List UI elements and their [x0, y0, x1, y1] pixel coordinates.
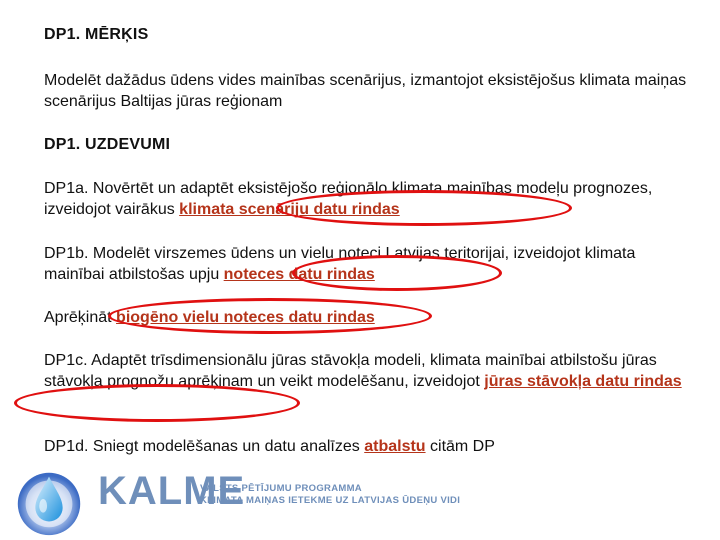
footer [0, 455, 720, 540]
task-biogenic-highlight: biogēno vielu noteces datu rindas [116, 309, 375, 326]
task-dp1d-post: citām DP [425, 438, 495, 455]
program-line-2: KLIMATA MAIŅAS IETEKME UZ LATVIJAS ŪDEŅU VIDI [200, 495, 461, 506]
program-line-1: VALSTS PĒTĪJUMU PROGRAMMA [200, 483, 362, 494]
brand-name: KALME [98, 469, 246, 513]
goal-text: Modelēt dažādus ūdens vides mainības scenārijus, izmantojot eksistējošus klimata maiņas scenārijus Baltijas jūras reģionam [44, 72, 687, 110]
task-dp1d-text: DP1d. Sniegt modelēšanas un datu analīzes [44, 438, 365, 455]
task-dp1c-highlight: jūras stāvokļa datu rindas [484, 373, 682, 390]
goal-heading: DP1. MĒRĶIS [44, 26, 149, 43]
tasks-heading: DP1. UZDEVUMI [44, 136, 171, 153]
task-dp1c [44, 350, 694, 392]
task-dp1d-highlight: atbalstu [364, 438, 426, 455]
task-biogenic [44, 307, 694, 328]
task-dp1b-highlight: noteces datu rindas [223, 266, 375, 283]
task-dp1a-highlight: klimata scenāriju datu rindas [179, 201, 400, 218]
task-dp1c-text: DP1c. Adaptēt trīsdimensionālu jūras stāvokļa modeli, klimata mainībai atbilstošu jūras stāvokļa prognožu aprēķinam un veikt modelēšanu, izveidojot [44, 352, 657, 390]
task-dp1a-text: DP1a. Novērtēt un adaptēt eksistējošo reģionālo klimata mainības modeļu prognozes, izveidojot vairākus [44, 180, 653, 218]
task-dp1d [44, 436, 694, 457]
water-drop-logo-icon [10, 461, 88, 539]
program-title [200, 483, 460, 507]
task-dp1a [44, 178, 694, 220]
task-dp1b [44, 243, 694, 285]
task-biogenic-text: Aprēķināt [44, 309, 117, 326]
task-dp1b-text: DP1b. Modelēt virszemes ūdens un vielu noteci Latvijas teritorijai, izveidojot klimata mainībai atbilstošas upju [44, 245, 636, 283]
